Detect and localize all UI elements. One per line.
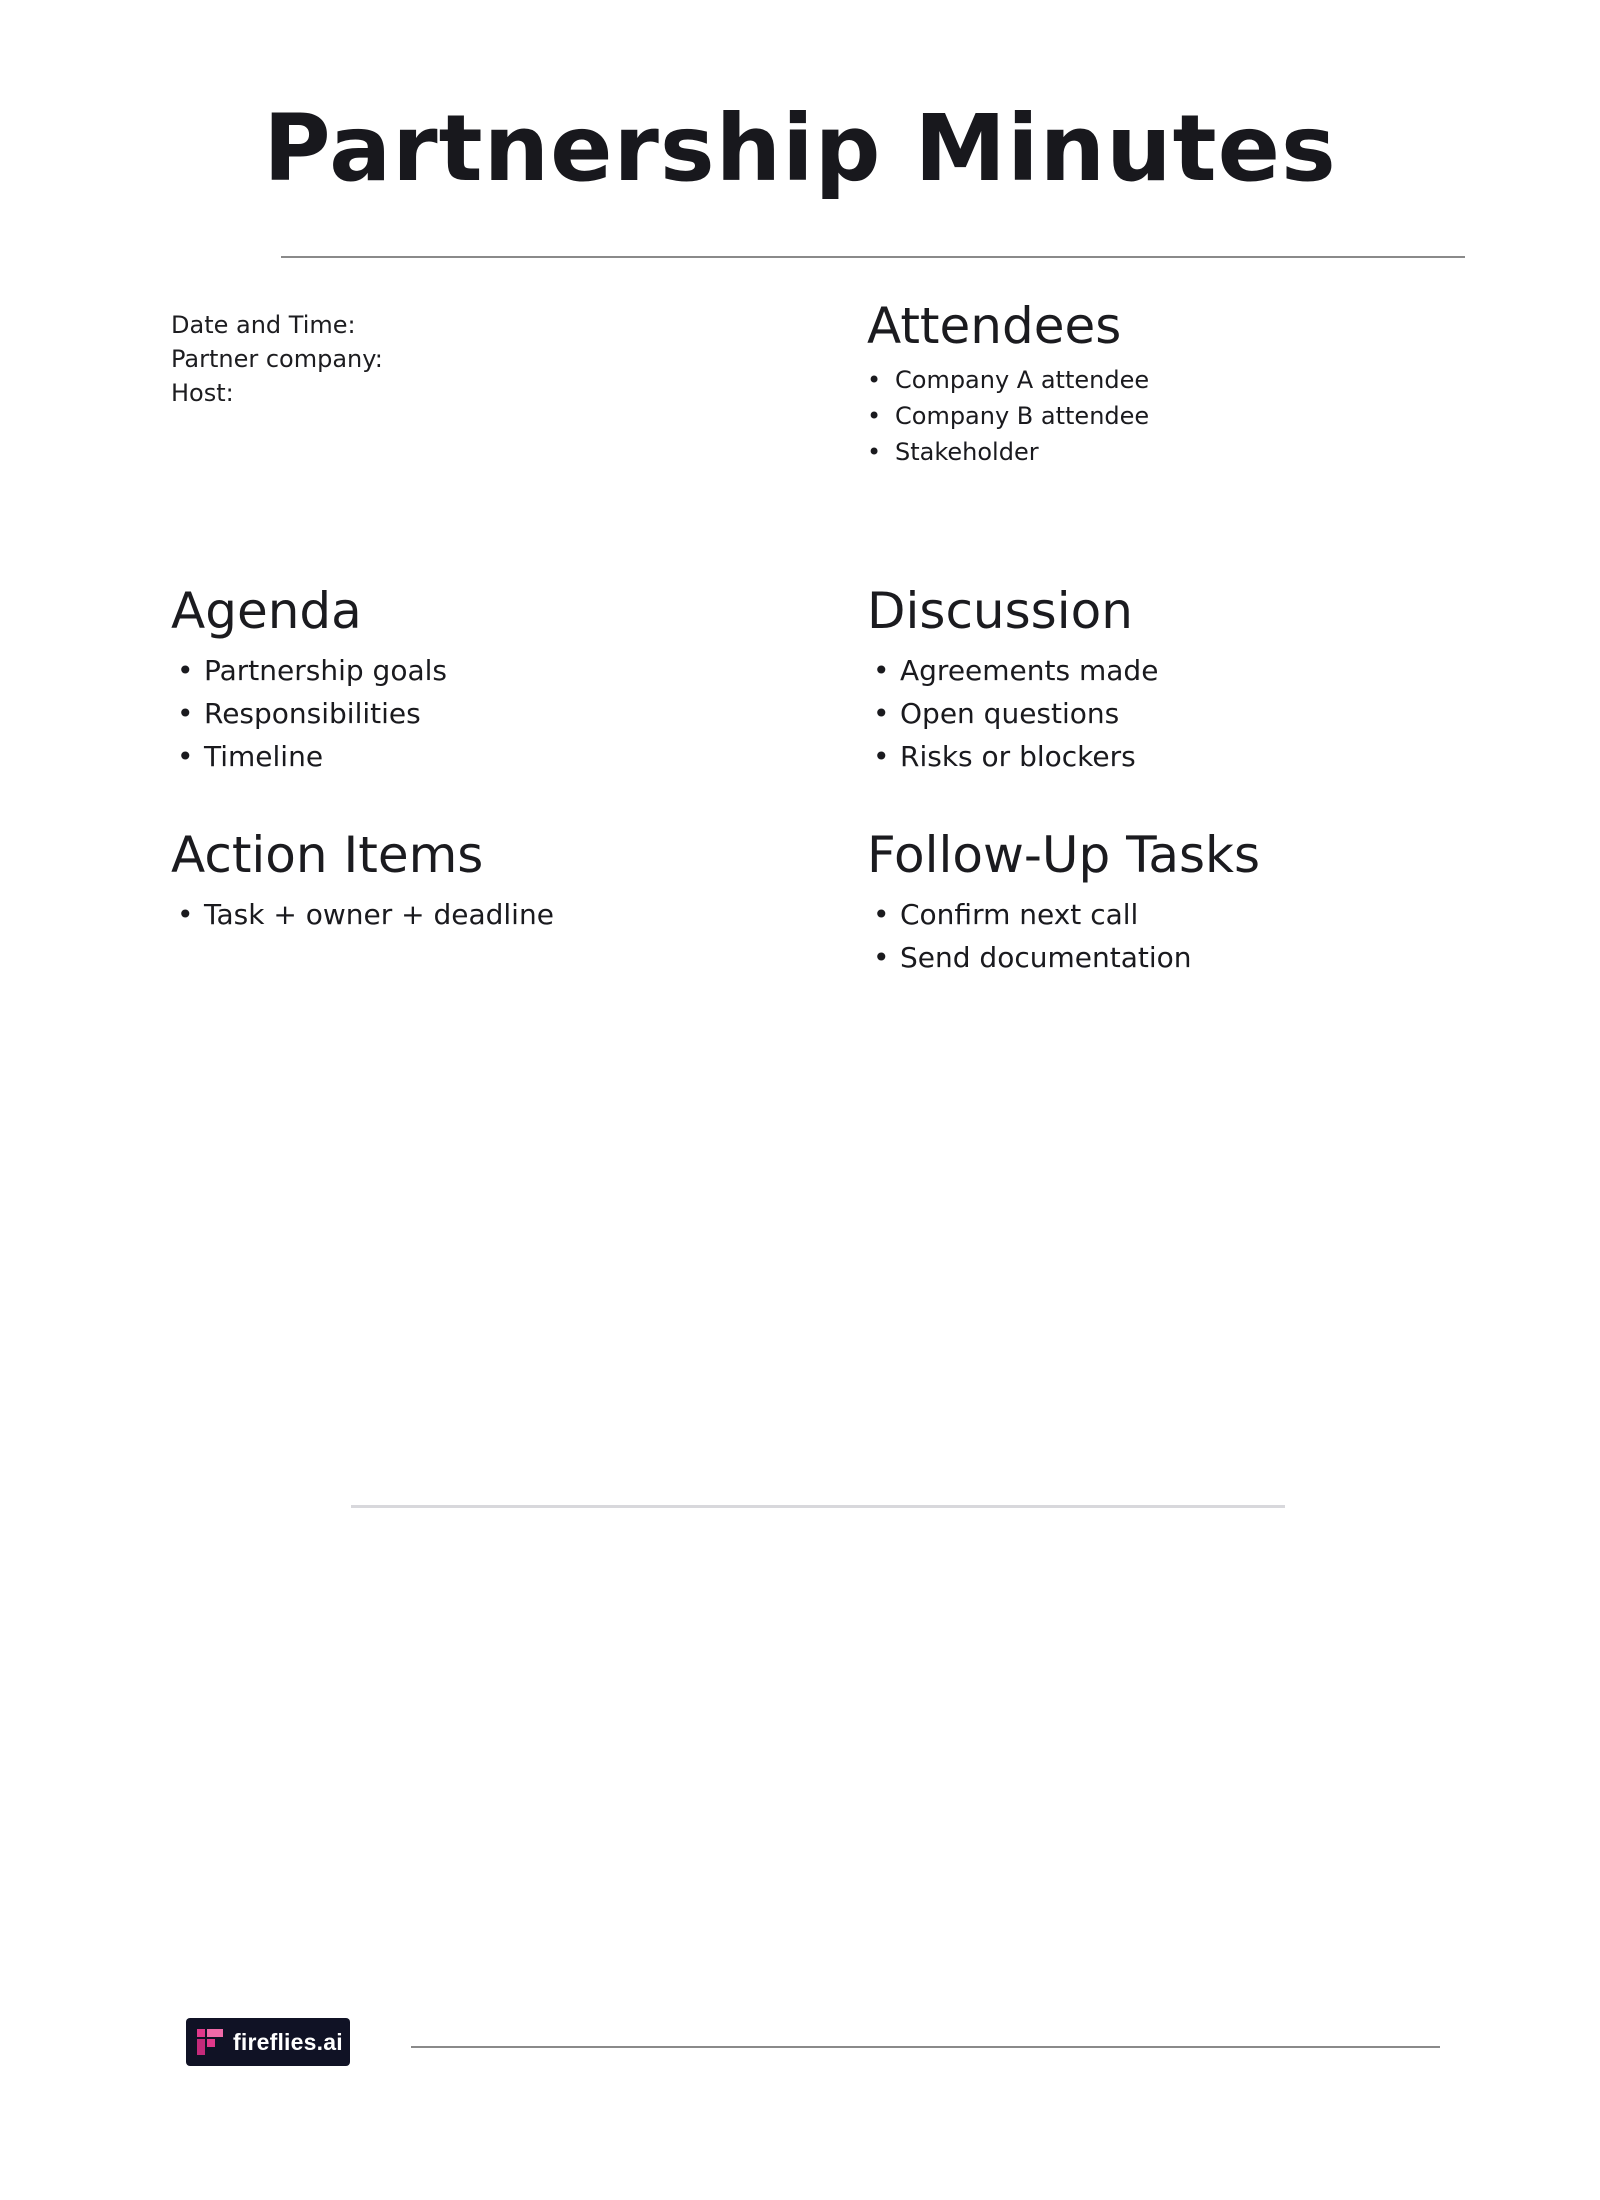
- list-item: • Confirm next call: [867, 893, 1260, 936]
- discussion-section: [867, 581, 1158, 778]
- agenda-heading: Agenda: [171, 582, 362, 640]
- logo-text: fireflies.ai: [233, 2028, 343, 2055]
- follow-up-list: [867, 893, 1260, 979]
- footer-divider: [411, 2046, 1440, 2048]
- agenda-section: [171, 581, 447, 778]
- fireflies-logo-icon: [196, 2028, 224, 2056]
- list-item: • Send documentation: [867, 936, 1260, 979]
- list-item: • Timeline: [171, 735, 447, 778]
- list-item: • Responsibilities: [171, 692, 447, 735]
- action-items-heading: Action Items: [171, 826, 484, 884]
- discussion-heading: Discussion: [867, 582, 1133, 640]
- list-item: • Open questions: [867, 692, 1158, 735]
- list-item: • Company B attendee: [867, 398, 1149, 434]
- action-items-section: [171, 825, 554, 936]
- action-items-list: [171, 893, 554, 936]
- partner-company-label: Partner company:: [171, 345, 383, 373]
- fireflies-logo: [186, 2018, 350, 2066]
- follow-up-heading: Follow-Up Tasks: [867, 826, 1261, 884]
- list-item: • Agreements made: [867, 649, 1158, 692]
- meeting-meta: [171, 308, 383, 410]
- page-title: Partnership Minutes: [263, 95, 1337, 202]
- host-label: Host:: [171, 379, 234, 407]
- attendees-section: [867, 296, 1149, 470]
- agenda-list: [171, 649, 447, 778]
- title-divider: [281, 256, 1465, 258]
- discussion-list: [867, 649, 1158, 778]
- follow-up-section: [867, 825, 1260, 979]
- attendees-list: [867, 362, 1149, 470]
- list-item: • Risks or blockers: [867, 735, 1158, 778]
- content-divider: [351, 1505, 1285, 1508]
- attendees-heading: Attendees: [867, 297, 1122, 355]
- list-item: • Company A attendee: [867, 362, 1149, 398]
- date-time-label: Date and Time:: [171, 311, 356, 339]
- list-item: • Stakeholder: [867, 434, 1149, 470]
- list-item: • Partnership goals: [171, 649, 447, 692]
- list-item: • Task + owner + deadline: [171, 893, 554, 936]
